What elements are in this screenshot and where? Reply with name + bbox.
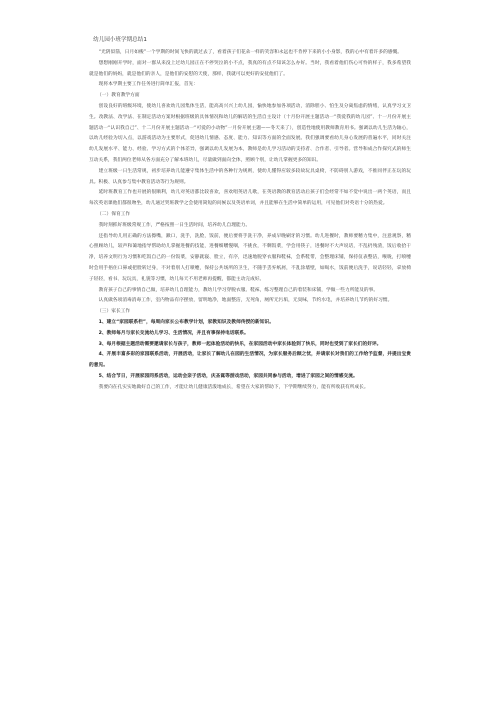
paragraph-opening: “光阴似箭，日月如梭”一个学期的时间飞快的就过去了，看着孩子们花朵一样的笑容和永远也不肯停下来的小小身影，我的心中有着许多的感慨。 [98,50,403,55]
document-title: 幼儿园小班学期总结1 [93,37,147,43]
paragraph-disinfection: 认真做各项消毒消毒工作，室内物品有序摆放，留明地净，地面整洁，无死角，厕所无污垢，无臭味，节约水电，并培养幼儿节约的好习惯。 [98,298,393,304]
list-item-parents-2: 2、教师每月与家长交流幼儿学习、生活情况，并且有事保持电话联系。 [98,330,249,336]
list-item-parents-5: 5、结合节日，开展家园同系活动，运动会亲子活动，庆圣诞等游戏活动，家园共同参与活动，增进了家园之间的情感交流。 [98,373,358,379]
section-heading-parents: （三）家长工作 [97,309,131,315]
list-item-parents-4: 4、开展丰富多彩的家园联系活动，开展活动，让家长了解幼儿在园的生活情况，为家长服务后顾之忧，并请家长对我们的工作给予监督，并提出宝贵的意见。 [89,352,411,369]
paragraph-routine: 建立班级一日生活常规，初步培养幼儿能遵守集体生活中的各种行为规则，使幼儿懂得应较多较故玩具桌椅，不防碍别人游戏，不推同伴正在玩的玩具。积极、认真参与集中教育活动等行为规则。 [89,168,411,185]
list-item-parents-1: 1、建立“家园联系栏”，每周向家长公布教学计划，家教知识及教师传授的新知识。 [98,319,274,325]
paragraph-environment: 创设良好的班级环境，使幼儿喜欢幼儿园集体生活，能高高兴兴上幼儿园，愉快地参加各项活动，消除胆小、怕生及分离焦虑的情绪，认真学习文卫生。改教法、改学法、在制定活动方案时根据班级的具体情况和幼儿的解话的生活自主设计（十月份开展主题活动一“我爱我的幼儿园”、十一月份开展主题活动一“认识我自己”、十二月份开展主题活动一“可爱的小动物”一月份开展主题——冬天来了），创造性地使用教师教育用书。强调以幼儿生活为轴心，以幼儿经验为切入点，以游戏活动为主要形式，促进幼儿情感、态度、能力、知识等方面的全面发展。我们强调要看幼儿身心发展的普遍水平，同时关注幼儿发展水平、能力、经验、学习方式的个体差异，强调以幼儿发展为本，教师是幼儿学习活动的支持者、合作者、引导者。营导和成合作探究式的师生互动关系，我们两位老师从各方面充分了解本班幼儿，尽量做到面向全体，照顾个别，让幼儿掌握更多的知识。 [89,103,411,163]
section-heading-education: （一）教育教学方面 [97,93,140,99]
list-item-parents-3: 3、每月根据主题活动需要邀请家长与孩子，教师一起体验活动的快乐，在家园活动中家长体验到了快乐，同时也受到了家长们的好评。 [98,341,382,347]
paragraph-self-care: 教育孩子自己的事情自己做，培养幼儿自理能力，教幼儿学习穿脱衣服、鞋袜，练习整理自己的着装和床铺，学做一些力所能及的事。 [98,287,379,293]
paragraph-care-routine: 我时刻抓好班级常规工作，严格按照一日生活时间，培养幼儿自理能力。 [98,222,251,228]
paragraph-english-class: 延时班教育工作也开展的很顺利，幼儿对英语都比较喜欢，喜欢唱英语儿歌，在英语教的教育活动后孩子们会经常不如不觉中说出一两个英语，而且每次英语课他们都很吻坐，幼儿通过哭班教学之会使用简短的问候以及英语单词，并且能够在生活中简单的运用，可见他们对英语十分的热爱。 [89,190,411,207]
paragraph-recall: 想想刚刚开学时，面对一群从来没上过幼儿园正在不停哭泣的小不点，我真的有点不知该怎么办好。当时，我看着他们伤心可怜的样子，我多希望我就是他们的妈妈，就是他们的亲人，是他们的安慰的天使，那样，我就可以更好的安抚他们了。 [89,60,411,77]
paragraph-hygiene: 还指导幼儿用正确的方法擦嘴，漱口，洗手，洗脸，饭前，便后要将手洗干净，养成早晚刷牙的习惯。幼儿进餐时，教师要精力集中，注意观察，精心照顾幼儿，较声和蔼地指导帮助幼儿掌握进餐的技能，进餐细嚼慢咽，不挑食，不剩饭菜，学会用筷子，进餐时不大声说话，不乱扔残渣，饭后收拾干净，培养文明行为习惯和吃饭自己的一份饭菜，安静就寝、脸立，有序，迅速地脱穿衣服和鞋袜，会系鞋带，会整理床铺，保持仪表整洁，喉咙，打喷嚏时会用手捂住口鼻或把脸转过身，不对着别人打喷嚏，保持公共场所的卫生，不随手丢弃纸屑，不乱涂墙壁，如喝水，饭前便后洗手，说话轻轻，拿放椅子轻轻，看书、玩玩具，礼貌等习惯，幼儿每天不用老师再提醒，都能主动完成好。 [89,233,411,282]
section-heading-care: （二）保育工作 [97,211,131,217]
paragraph-closing: 我要向在孔实实地做好自己的工作，才能让幼儿健康活泼地成长，希望在大家的帮助下，下学期继续努力，能有所收获有所成长。 [98,384,369,390]
document-page [89,36,411,394]
paragraph-summary-intro: 现将本学期主要工作任务进行简单汇报，首先： [98,82,199,88]
